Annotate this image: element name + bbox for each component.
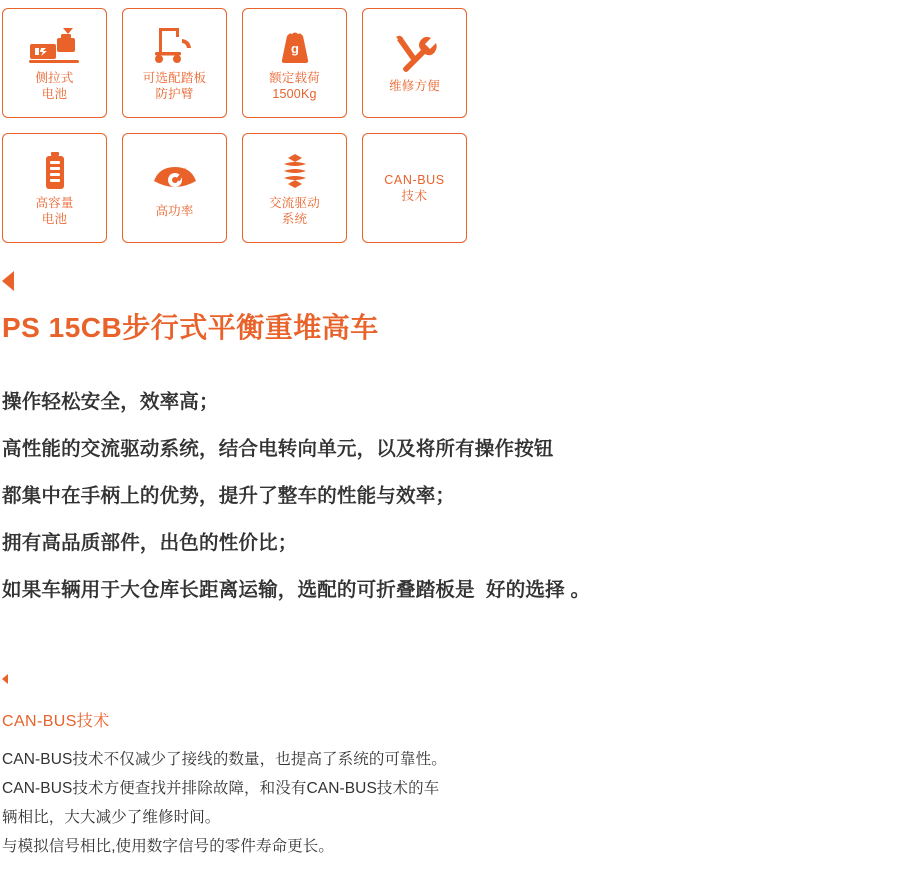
triangle-left-small-icon (2, 674, 8, 684)
battery-side-extraction-icon (27, 24, 83, 68)
feature-label-line: 防护臂 (155, 87, 194, 101)
feature-card-maintenance[interactable] (362, 8, 467, 118)
high-power-gauge-icon (151, 157, 199, 201)
feature-label-line: 技术 (401, 189, 428, 203)
feature-label-line: 高容量 (35, 196, 74, 210)
feature-label (155, 203, 193, 219)
section-body-line: 辆相比，大大减少了维修时间。 (2, 809, 221, 826)
description-line: 拥有高品质部件，出色的性价比； (2, 532, 298, 554)
feature-grid (0, 0, 482, 243)
feature-label-line: 系统 (281, 212, 308, 226)
feature-label-line: 侧拉式 (35, 71, 74, 85)
feature-card-side-battery[interactable] (2, 8, 107, 118)
description-line: 操作轻松安全，效率高； (2, 391, 219, 413)
feature-label-line: 高功率 (155, 204, 194, 218)
product-description (2, 379, 900, 614)
feature-card-ac-drive-system[interactable] (242, 133, 347, 243)
feature-label (269, 70, 320, 102)
feature-label-line: 1500Kg (272, 87, 317, 101)
feature-card-can-bus[interactable] (362, 133, 467, 243)
subsection-arrow-marker (2, 674, 900, 686)
feature-label (35, 70, 73, 102)
high-capacity-battery-icon (42, 149, 68, 193)
foldable-platform-guard-arm-icon (149, 24, 201, 68)
section-body-can-bus (2, 745, 900, 861)
feature-label-line: 额定载荷 (269, 71, 320, 85)
feature-label-line: CAN-BUS (384, 173, 445, 187)
tools-maintenance-icon (393, 32, 437, 76)
feature-card-high-power[interactable] (122, 133, 227, 243)
feature-card-rated-load[interactable] (242, 8, 347, 118)
description-line: 高性能的交流驱动系统，结合电转向单元，以及将所有操作按钮 (2, 438, 554, 460)
feature-label (35, 195, 73, 227)
section-heading-can-bus: CAN-BUS技术 (2, 713, 110, 730)
triangle-left-icon (2, 271, 14, 291)
section-body-line: 与模拟信号相比,使用数字信号的零件寿命更长。 (2, 838, 335, 855)
svg-text:g: g (290, 41, 299, 56)
page-title: PS 15CB步行式平衡重堆高车 (2, 312, 379, 343)
feature-label-line: 电池 (41, 87, 68, 101)
section-arrow-marker (2, 271, 900, 297)
section-body-line: CAN-BUS技术不仅减少了接线的数量，也提高了系统的可靠性。 (2, 751, 447, 768)
feature-label-line: 交流驱动 (269, 196, 320, 210)
feature-label (384, 172, 444, 204)
feature-label (269, 195, 320, 227)
feature-label-line: 电池 (41, 212, 68, 226)
feature-label-line: 可选配踏板 (142, 71, 207, 85)
feature-label (143, 70, 207, 102)
section-body-line: CAN-BUS技术方便查找并排除故障，和没有CAN-BUS技术的车 (2, 780, 440, 797)
load-weight-icon (278, 24, 312, 68)
description-line: 都集中在手柄上的优势，提升了整车的性能与效率； (2, 485, 456, 507)
feature-card-high-capacity-battery[interactable] (2, 133, 107, 243)
feature-card-platform-guard-arm[interactable] (122, 8, 227, 118)
ac-drive-system-icon (278, 149, 312, 193)
description-line: 如果车辆用于大仓库长距离运输，选配的可折叠踏板是 好的选择 。 (2, 579, 591, 601)
feature-label (389, 78, 440, 94)
feature-label-line: 维修方便 (389, 79, 440, 93)
